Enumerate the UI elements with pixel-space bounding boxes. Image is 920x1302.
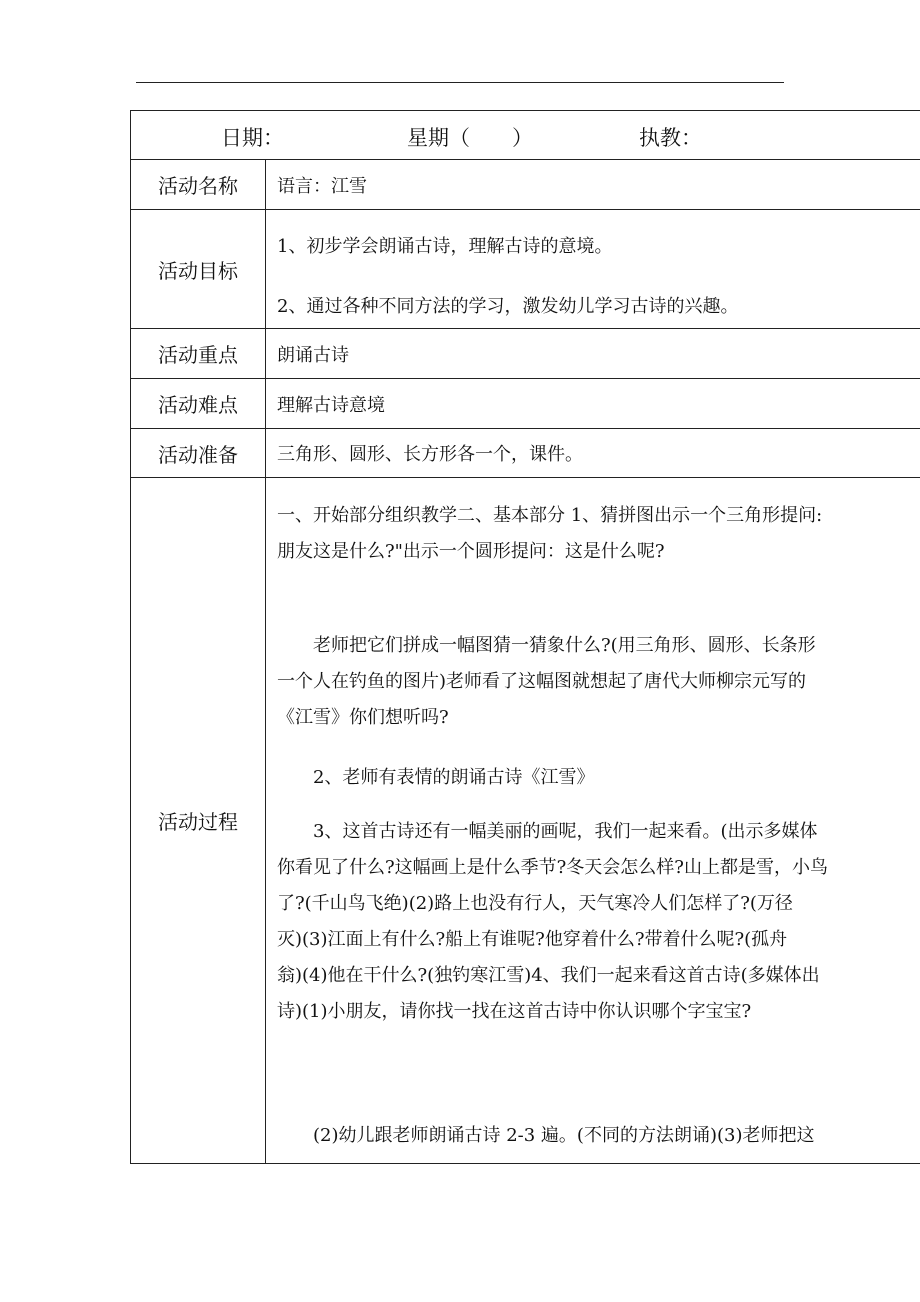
- row-label: 活动过程: [131, 478, 266, 1163]
- weekday-label: 星期（ ）: [407, 126, 533, 150]
- row-label: 活动重点: [131, 329, 266, 378]
- row-activity-prep: [131, 429, 920, 478]
- row-value: 语言：江雪: [277, 175, 367, 197]
- row-label: 活动准备: [131, 429, 266, 477]
- lesson-plan-table: [130, 110, 920, 1164]
- text-line: 你看见了什么?这幅画上是什么季节?冬天会怎么样?山上都是雪，小鸟: [277, 857, 828, 878]
- row-activity-name: [131, 160, 920, 210]
- row-value: 三角形、圆形、长方形各一个，课件。: [277, 444, 583, 465]
- row-activity-goals: [131, 210, 920, 329]
- goal-item: 1、初步学会朗诵古诗，理解古诗的意境。: [277, 236, 613, 257]
- row-value: 朗诵古诗: [277, 344, 349, 366]
- text-line: 2、老师有表情的朗诵古诗《江雪》: [277, 767, 595, 788]
- text-line: 诗)(1)小朋友，请你找一找在这首古诗中你认识哪个字宝宝?: [277, 1001, 752, 1022]
- process-paragraph: [277, 816, 920, 1028]
- header-row: [131, 111, 920, 160]
- date-label: 日期：: [221, 126, 284, 150]
- teacher-label: 执教：: [639, 126, 702, 150]
- text-line: 老师把它们拼成一幅图猜一猜象什么?(用三角形、圆形、长条形: [277, 635, 816, 656]
- row-label: 活动目标: [131, 210, 266, 328]
- text-line: 3、这首古诗还有一幅美丽的画呢，我们一起来看。(出示多媒体: [277, 821, 818, 842]
- text-line: 了?(千山鸟飞绝)(2)路上也没有行人，天气寒冷人们怎样了?(万径: [277, 893, 793, 914]
- row-activity-focus: [131, 329, 920, 379]
- top-rule: [136, 82, 784, 83]
- process-paragraph: [277, 1120, 920, 1152]
- process-paragraph: [277, 608, 920, 734]
- text-line: 一、开始部分组织教学二、基本部分 1、猜拼图出示一个三角形提问:: [277, 505, 823, 526]
- goal-item: 2、通过各种不同方法的学习，激发幼儿学习古诗的兴趣。: [277, 296, 739, 317]
- text-line: 一个人在钓鱼的图片)老师看了这幅图就想起了唐代大师柳宗元写的: [277, 671, 807, 692]
- text-line: (2)幼儿跟老师朗诵古诗 2-3 遍。(不同的方法朗诵)(3)老师把这: [277, 1125, 815, 1146]
- text-line: 朋友这是什么?"出示一个圆形提问：这是什么呢?: [277, 541, 665, 562]
- row-activity-process: [131, 478, 920, 1163]
- text-line: 翁)(4)他在干什么?(独钓寒江雪)4、我们一起来看这首古诗(多媒体出: [277, 965, 820, 986]
- row-activity-difficulty: [131, 379, 920, 429]
- process-paragraph: [277, 758, 920, 794]
- text-line: 《江雪》你们想听吗?: [277, 707, 449, 728]
- text-line: 灭)(3)江面上有什么?船上有谁呢?他穿着什么?带着什么呢?(孤舟: [277, 929, 788, 950]
- row-value: 理解古诗意境: [277, 394, 385, 416]
- process-paragraph: [277, 478, 920, 568]
- row-label: 活动难点: [131, 379, 266, 428]
- row-label: 活动名称: [131, 160, 266, 209]
